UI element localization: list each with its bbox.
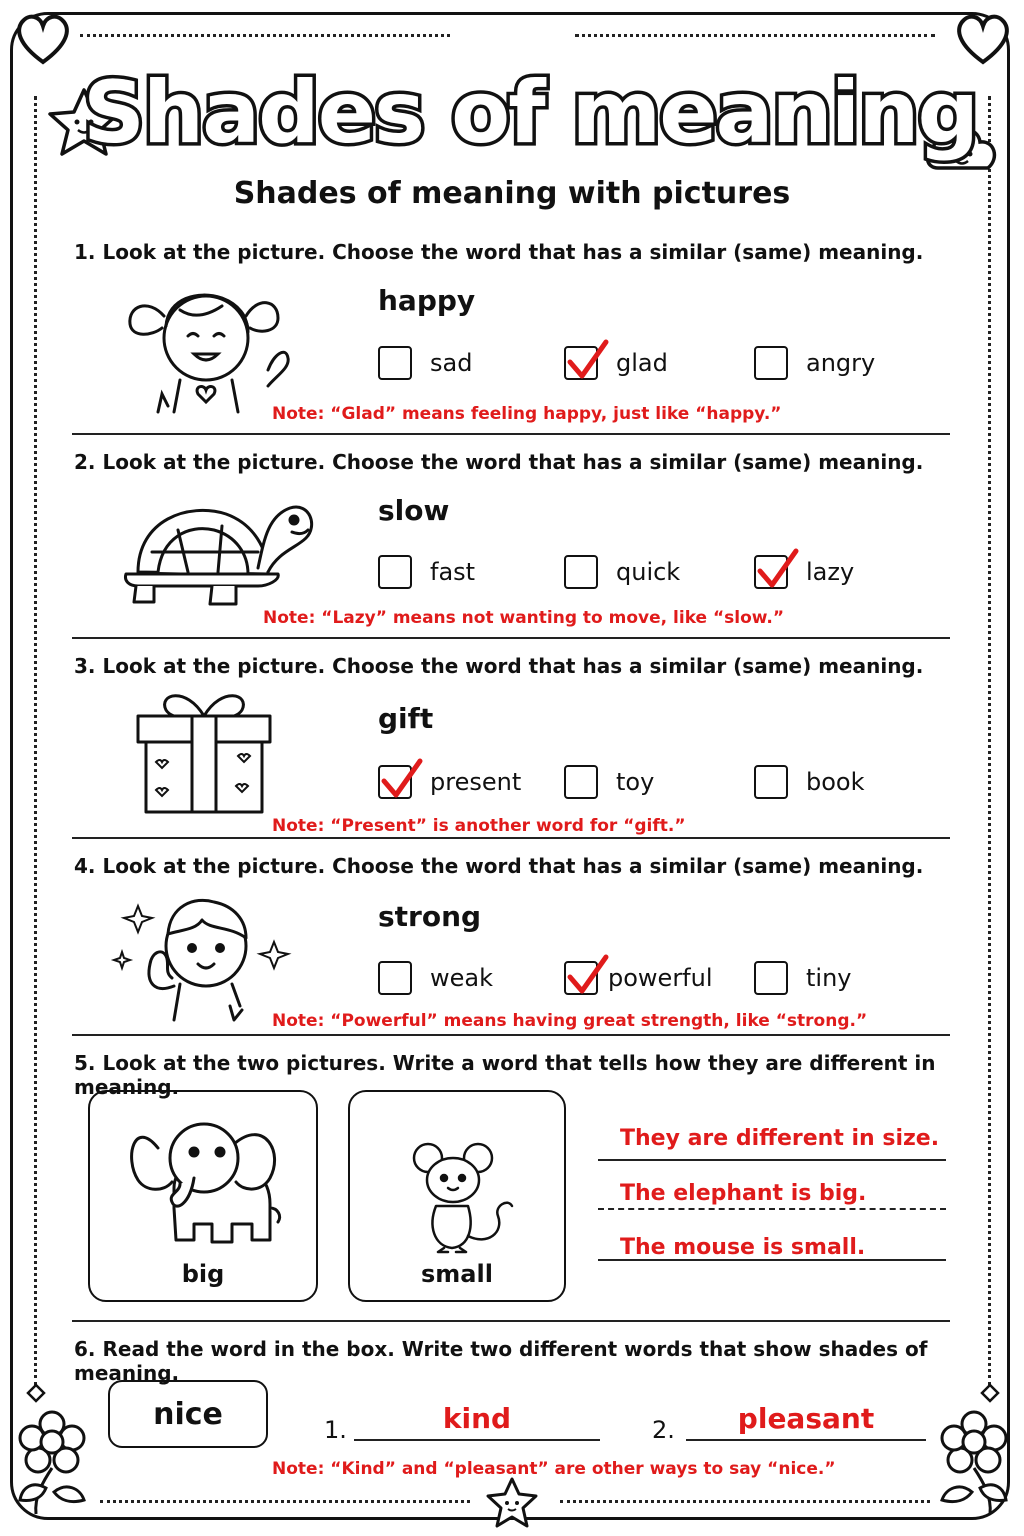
divider — [72, 433, 950, 435]
option-weak[interactable] — [378, 961, 493, 995]
option-label: present — [430, 768, 522, 796]
question-3-prompt: 3. Look at the picture. Choose the word that has a similar (same) meaning. — [74, 654, 924, 678]
checkbox[interactable] — [564, 765, 598, 799]
boy-flexing-illustration — [110, 886, 296, 1022]
option-angry[interactable] — [754, 346, 875, 380]
question-1-prompt: 1. Look at the picture. Choose the word that has a similar (same) meaning. — [74, 240, 924, 264]
checkbox[interactable] — [754, 765, 788, 799]
mouse-illustration — [408, 1136, 518, 1256]
dotted-border-top-left — [80, 34, 450, 37]
option-label: lazy — [806, 558, 855, 586]
answer-underline — [598, 1208, 946, 1210]
checkmark-icon — [564, 336, 610, 382]
subtitle: Shades of meaning with pictures — [233, 176, 791, 211]
flower-icon — [934, 1410, 1012, 1518]
dotted-border-bottom-right — [560, 1500, 930, 1503]
divider — [72, 1320, 950, 1322]
question-5-prompt: 5. Look at the two pictures. Write a word that tells how they are different in meaning. — [74, 1051, 936, 1099]
checkmark-icon — [754, 545, 800, 591]
blank-1-answer[interactable]: kind — [442, 1402, 512, 1435]
checkmark-icon — [378, 755, 424, 801]
checkbox[interactable] — [564, 555, 598, 589]
star-icon — [484, 1476, 540, 1530]
question-3-note: Note: “Present” is another word for “gift.” — [272, 816, 686, 836]
option-sad[interactable] — [378, 346, 472, 380]
blank-2-number: 2. — [652, 1416, 675, 1444]
question-1-word: happy — [378, 284, 476, 317]
option-lazy[interactable] — [754, 555, 854, 589]
mouse-label: small — [421, 1260, 493, 1288]
option-tiny[interactable] — [754, 961, 852, 995]
answer-line-1[interactable]: They are different in size. — [620, 1126, 940, 1151]
turtle-illustration — [118, 490, 318, 616]
question-4-prompt: 4. Look at the picture. Choose the word that has a similar (same) meaning. — [74, 854, 924, 878]
question-6-prompt: 6. Read the word in the box. Write two different words that show shades of meaning. — [74, 1337, 928, 1385]
option-label: sad — [430, 349, 473, 377]
heart-icon — [12, 10, 74, 68]
dotted-border-top-right — [575, 34, 935, 37]
question-3-word: gift — [378, 702, 434, 735]
checkbox-checked[interactable] — [378, 765, 412, 799]
option-quick[interactable] — [564, 555, 680, 589]
checkbox[interactable] — [378, 555, 412, 589]
dotted-border-left — [34, 96, 37, 1386]
question-2-prompt: 2. Look at the picture. Choose the word that has a similar (same) meaning. — [74, 450, 924, 474]
word-box: nice — [108, 1380, 268, 1448]
blank-2-underline — [686, 1439, 926, 1441]
option-label: powerful — [608, 964, 713, 992]
question-4-note: Note: “Powerful” means having great strength, like “strong.” — [272, 1011, 868, 1031]
gift-box-illustration — [132, 686, 276, 816]
blank-2-answer[interactable]: pleasant — [737, 1402, 875, 1435]
dotted-border-right — [988, 96, 991, 1386]
checkbox-checked[interactable] — [754, 555, 788, 589]
checkbox[interactable] — [754, 346, 788, 380]
answer-line-3[interactable]: The mouse is small. — [620, 1235, 866, 1260]
option-powerful[interactable] — [564, 961, 713, 995]
question-4-word: strong — [378, 900, 482, 933]
question-6-note: Note: “Kind” and “pleasant” are other ways to say “nice.” — [272, 1459, 836, 1479]
checkbox[interactable] — [754, 961, 788, 995]
divider — [72, 637, 950, 639]
answer-line-2[interactable]: The elephant is big. — [620, 1181, 867, 1206]
option-label: fast — [430, 558, 476, 586]
checkmark-icon — [564, 951, 610, 997]
option-toy[interactable] — [564, 765, 654, 799]
blank-1-underline — [354, 1439, 600, 1441]
checkbox-checked[interactable] — [564, 961, 598, 995]
page-title — [82, 42, 978, 182]
divider — [72, 1034, 950, 1036]
dotted-border-bottom-left — [100, 1500, 470, 1503]
checkbox[interactable] — [378, 961, 412, 995]
heart-icon — [952, 10, 1014, 68]
option-book[interactable] — [754, 765, 865, 799]
divider — [72, 837, 950, 839]
question-2-note: Note: “Lazy” means not wanting to move, like “slow.” — [263, 608, 785, 628]
option-label: angry — [806, 349, 876, 377]
option-fast[interactable] — [378, 555, 475, 589]
checkbox-checked[interactable] — [564, 346, 598, 380]
mouse-card — [348, 1090, 566, 1302]
elephant-illustration — [124, 1108, 284, 1258]
blank-1-number: 1. — [324, 1416, 347, 1444]
option-label: weak — [430, 964, 493, 992]
diamond-icon — [27, 1384, 45, 1402]
elephant-label: big — [181, 1260, 225, 1288]
flower-icon — [14, 1410, 92, 1518]
option-label: quick — [616, 558, 681, 586]
title-text: Shades of meaning — [82, 63, 978, 163]
option-label: toy — [616, 768, 655, 796]
option-present[interactable] — [378, 765, 521, 799]
option-label: book — [806, 768, 865, 796]
girl-illustration — [118, 276, 298, 416]
question-2-word: slow — [378, 494, 450, 527]
checkbox[interactable] — [378, 346, 412, 380]
answer-underline — [598, 1159, 946, 1161]
diamond-icon — [981, 1384, 999, 1402]
option-glad[interactable] — [564, 346, 668, 380]
elephant-card — [88, 1090, 318, 1302]
option-label: glad — [616, 349, 668, 377]
answer-underline — [598, 1259, 946, 1261]
option-label: tiny — [806, 964, 852, 992]
question-1-note: Note: “Glad” means feeling happy, just like “happy.” — [272, 404, 782, 424]
